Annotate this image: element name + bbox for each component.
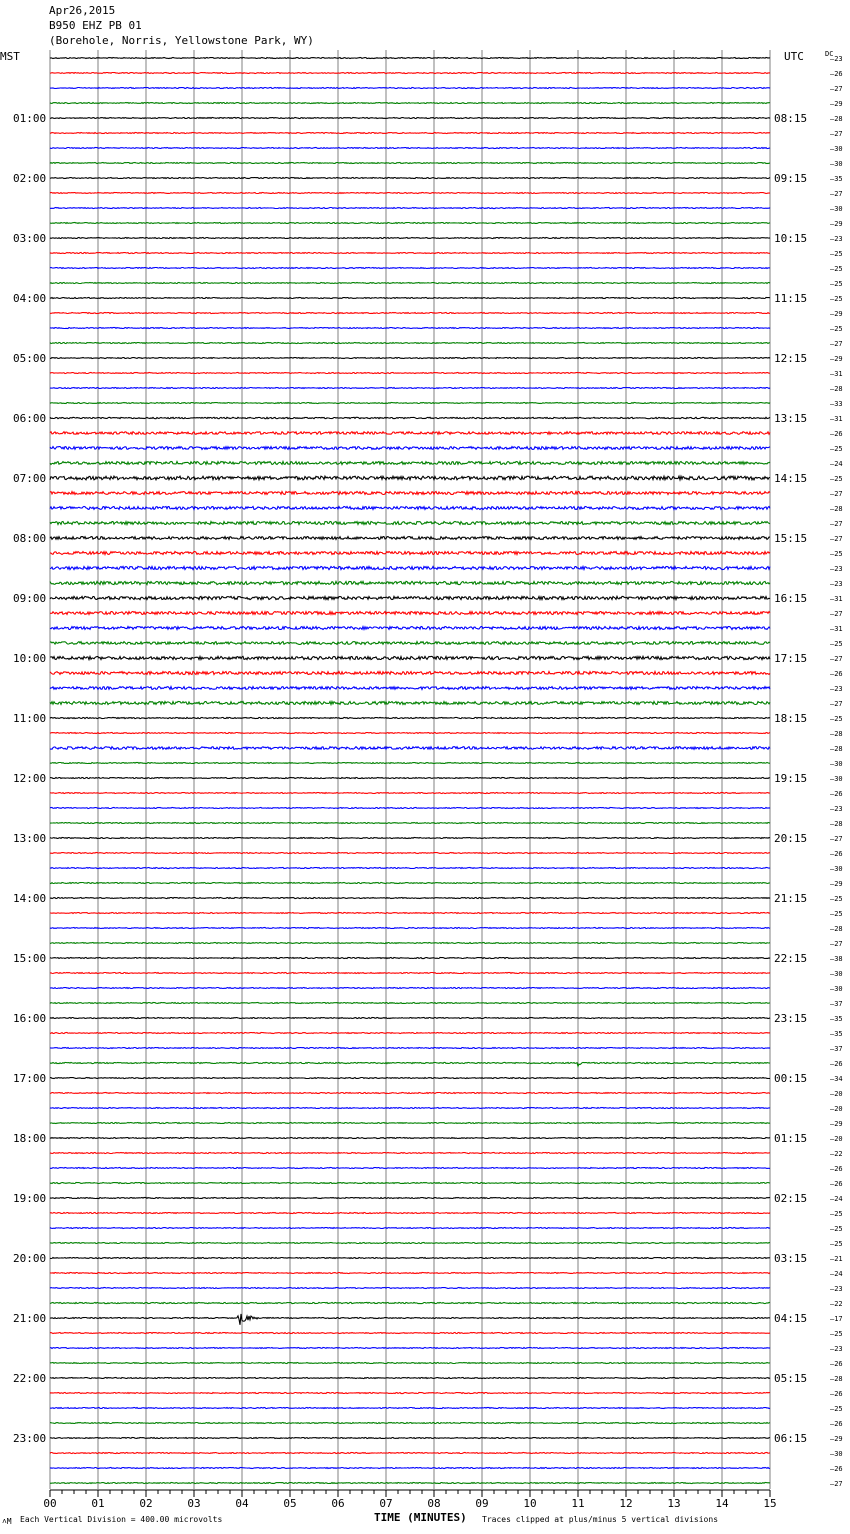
hour-label-right: 14:15 xyxy=(774,472,808,485)
hour-label-right: 15:15 xyxy=(774,532,808,545)
hour-label-left: 23:00 xyxy=(13,1432,47,1445)
trace-line xyxy=(50,1243,770,1244)
dc-offset-label: –27 xyxy=(830,190,843,198)
dc-offset-label: –29 xyxy=(830,310,843,318)
dc-offset-label: –29 xyxy=(830,880,843,888)
dc-offset-label: –26 xyxy=(830,1360,843,1368)
hour-label-left: 17:00 xyxy=(13,1072,47,1085)
dc-offset-label: –25 xyxy=(830,295,843,303)
dc-offset-label: –24 xyxy=(830,1195,843,1203)
dc-offset-label: –26 xyxy=(830,1420,843,1428)
hour-label-left: 09:00 xyxy=(13,592,47,605)
trace-line xyxy=(50,73,770,74)
trace-line xyxy=(50,492,770,495)
hour-label-left: 02:00 xyxy=(13,172,47,185)
x-tick-label: 07 xyxy=(379,1497,393,1510)
trace-line xyxy=(50,1348,770,1349)
trace-line xyxy=(50,808,770,809)
trace-line xyxy=(50,838,770,839)
header-station: B950 EHZ PB 01 xyxy=(49,19,142,32)
hour-label-left: 15:00 xyxy=(13,952,47,965)
dc-offset-label: –20 xyxy=(830,1090,843,1098)
dc-offset-label: –25 xyxy=(830,910,843,918)
trace-line xyxy=(50,103,770,104)
trace-line xyxy=(50,868,770,869)
trace-line xyxy=(50,1003,770,1004)
dc-offset-label: –30 xyxy=(830,145,843,153)
dc-offset-label: –30 xyxy=(830,865,843,873)
dc-offset-label: –28 xyxy=(830,505,843,513)
trace-line xyxy=(50,268,770,269)
trace-line xyxy=(50,1302,770,1303)
dc-offset-label: –29 xyxy=(830,355,843,363)
dc-offset-label: –30 xyxy=(830,1450,843,1458)
trace-line xyxy=(50,1258,770,1259)
trace-line xyxy=(50,447,770,450)
trace-line xyxy=(50,253,770,254)
hour-label-left: 22:00 xyxy=(13,1372,47,1385)
dc-offset-label: –26 xyxy=(830,1465,843,1473)
hour-label-left: 03:00 xyxy=(13,232,47,245)
trace-line xyxy=(50,898,770,899)
hour-label-right: 12:15 xyxy=(774,352,808,365)
axis-labels xyxy=(13,55,843,1510)
hour-label-right: 16:15 xyxy=(774,592,808,605)
trace-line xyxy=(50,1288,770,1289)
dc-offset-label: –28 xyxy=(830,820,843,828)
trace-line xyxy=(50,1378,770,1379)
trace-line xyxy=(50,1153,770,1154)
dc-offset-label: –35 xyxy=(830,175,843,183)
trace-line xyxy=(50,1093,770,1094)
dc-offset-label: –26 xyxy=(830,790,843,798)
dc-offset-label: –29 xyxy=(830,1120,843,1128)
dc-offset-label: –20 xyxy=(830,1105,843,1113)
dc-offset-label: –27 xyxy=(830,835,843,843)
trace-line xyxy=(50,88,770,89)
x-tick-label: 12 xyxy=(619,1497,633,1510)
dc-offset-label: –23 xyxy=(830,1285,843,1293)
trace-line xyxy=(50,1108,770,1109)
dc-offset-label: –28 xyxy=(830,115,843,123)
trace-line xyxy=(50,596,770,599)
x-tick-label: 06 xyxy=(331,1497,345,1510)
dc-offset-label: –24 xyxy=(830,1270,843,1278)
dc-offset-label: –25 xyxy=(830,1405,843,1413)
trace-line xyxy=(50,928,770,929)
dc-offset-label: –35 xyxy=(830,1015,843,1023)
dc-offset-label: –30 xyxy=(830,775,843,783)
left-axis-label: MST xyxy=(0,50,20,63)
hour-label-left: 13:00 xyxy=(13,832,47,845)
dc-offset-label: –31 xyxy=(830,625,843,633)
dc-offset-label: –27 xyxy=(830,655,843,663)
trace-line xyxy=(50,566,770,569)
x-tick-label: 10 xyxy=(523,1497,537,1510)
dc-offset-label: –29 xyxy=(830,1435,843,1443)
trace-line xyxy=(50,1018,770,1019)
trace-line xyxy=(50,1138,770,1139)
hour-label-left: 10:00 xyxy=(13,652,47,665)
dc-offset-label: –31 xyxy=(830,595,843,603)
dc-offset-label: –27 xyxy=(830,85,843,93)
header-date: Apr26,2015 xyxy=(49,4,116,17)
dc-offset-label: –26 xyxy=(830,430,843,438)
trace-line xyxy=(50,1168,770,1169)
dc-offset-label: –26 xyxy=(830,1180,843,1188)
dc-offset-label: –27 xyxy=(830,340,843,348)
dc-offset-label: –27 xyxy=(830,490,843,498)
dc-offset-label: –28 xyxy=(830,745,843,753)
trace-line xyxy=(50,717,770,718)
hour-label-left: 21:00 xyxy=(13,1312,47,1325)
trace-line xyxy=(50,417,770,418)
dc-offset-label: –25 xyxy=(830,1330,843,1338)
hour-label-right: 17:15 xyxy=(774,652,808,665)
dc-offset-label: –26 xyxy=(830,1165,843,1173)
hour-label-left: 06:00 xyxy=(13,412,47,425)
trace-line xyxy=(50,1062,770,1066)
hour-label-left: 14:00 xyxy=(13,892,47,905)
trace-line xyxy=(50,118,770,119)
dc-offset-label: –30 xyxy=(830,985,843,993)
hour-label-right: 20:15 xyxy=(774,832,808,845)
trace-line xyxy=(50,373,770,374)
trace-line xyxy=(50,702,770,705)
dc-offset-label: –25 xyxy=(830,715,843,723)
dc-offset-label: –21 xyxy=(830,1255,843,1263)
dc-offset-label: –30 xyxy=(830,205,843,213)
dc-offset-label: –30 xyxy=(830,160,843,168)
dc-offset-label: –26 xyxy=(830,850,843,858)
trace-group xyxy=(50,58,770,1484)
x-tick-label: 15 xyxy=(763,1497,777,1510)
dc-offset-label: –31 xyxy=(830,370,843,378)
trace-line xyxy=(50,1213,770,1214)
dc-offset-label: –17 xyxy=(830,1315,843,1323)
trace-line xyxy=(50,238,770,239)
dc-offset-label: –25 xyxy=(830,1225,843,1233)
trace-line xyxy=(50,148,770,149)
dc-offset-label: –26 xyxy=(830,670,843,678)
dc-offset-label: –29 xyxy=(830,100,843,108)
trace-line xyxy=(50,733,770,734)
hour-label-left: 11:00 xyxy=(13,712,47,725)
trace-line xyxy=(50,388,770,389)
trace-line xyxy=(50,642,770,645)
right-axis-label: UTC xyxy=(784,50,804,63)
dc-offset-label: –25 xyxy=(830,640,843,648)
dc-offset-label: –27 xyxy=(830,520,843,528)
trace-line xyxy=(50,747,770,750)
hour-label-right: 19:15 xyxy=(774,772,808,785)
trace-line xyxy=(50,1123,770,1124)
dc-offset-label: –27 xyxy=(830,1480,843,1488)
corner-mark: ˄M xyxy=(2,1517,12,1526)
dc-offset-label: –23 xyxy=(830,565,843,573)
trace-line xyxy=(50,1198,770,1199)
trace-line xyxy=(50,476,770,480)
trace-line xyxy=(50,687,770,690)
hour-label-left: 05:00 xyxy=(13,352,47,365)
dc-label: DC xyxy=(825,50,834,58)
dc-offset-label: –38 xyxy=(830,955,843,963)
dc-offset-label: –22 xyxy=(830,1150,843,1158)
trace-line xyxy=(50,853,770,854)
dc-offset-label: –29 xyxy=(830,220,843,228)
hour-label-left: 16:00 xyxy=(13,1012,47,1025)
trace-line xyxy=(50,133,770,134)
clip-note: Traces clipped at plus/minus 5 vertical divisions xyxy=(482,1515,719,1524)
dc-offset-label: –28 xyxy=(830,385,843,393)
dc-offset-label: –28 xyxy=(830,1375,843,1383)
hour-label-right: 04:15 xyxy=(774,1312,808,1325)
dc-offset-label: –25 xyxy=(830,550,843,558)
trace-line xyxy=(50,778,770,779)
dc-offset-label: –28 xyxy=(830,925,843,933)
trace-line xyxy=(50,958,770,959)
trace-line xyxy=(50,462,770,465)
hour-label-right: 13:15 xyxy=(774,412,808,425)
dc-offset-label: –23 xyxy=(830,805,843,813)
hour-label-right: 22:15 xyxy=(774,952,808,965)
hour-label-left: 07:00 xyxy=(13,472,47,485)
hour-label-left: 04:00 xyxy=(13,292,47,305)
header-location: (Borehole, Norris, Yellowstone Park, WY) xyxy=(49,34,314,47)
hour-label-right: 08:15 xyxy=(774,112,808,125)
trace-line xyxy=(50,1228,770,1229)
x-tick-label: 11 xyxy=(571,1497,585,1510)
hour-label-right: 03:15 xyxy=(774,1252,808,1265)
trace-line xyxy=(50,223,770,224)
dc-offset-label: –23 xyxy=(830,235,843,243)
hour-label-right: 01:15 xyxy=(774,1132,808,1145)
dc-offset-label: –25 xyxy=(830,895,843,903)
trace-line xyxy=(50,612,770,615)
hour-label-left: 08:00 xyxy=(13,532,47,545)
trace-line xyxy=(50,1048,770,1049)
dc-offset-label: –22 xyxy=(830,1300,843,1308)
trace-line xyxy=(50,343,770,344)
trace-line xyxy=(50,1033,770,1034)
hour-label-right: 09:15 xyxy=(774,172,808,185)
trace-line xyxy=(50,1423,770,1424)
trace-line xyxy=(50,627,770,630)
trace-line xyxy=(50,581,770,584)
dc-offset-label: –25 xyxy=(830,445,843,453)
x-tick-label: 02 xyxy=(139,1497,153,1510)
trace-line xyxy=(50,193,770,194)
dc-offset-label: –25 xyxy=(830,250,843,258)
dc-offset-label: –26 xyxy=(830,1060,843,1068)
dc-offset-label: –23 xyxy=(830,55,843,63)
dc-offset-label: –27 xyxy=(830,610,843,618)
trace-line xyxy=(50,1483,770,1484)
trace-line xyxy=(50,432,770,435)
dc-offset-label: –20 xyxy=(830,1135,843,1143)
trace-line xyxy=(50,208,770,209)
dc-offset-label: –27 xyxy=(830,535,843,543)
hour-label-right: 21:15 xyxy=(774,892,808,905)
trace-line xyxy=(50,1453,770,1454)
hour-label-left: 20:00 xyxy=(13,1252,47,1265)
trace-line xyxy=(50,823,770,824)
trace-line xyxy=(50,522,770,525)
trace-line xyxy=(50,163,770,164)
trace-line xyxy=(50,1408,770,1409)
scale-note: Each Vertical Division = 400.00 microvolts xyxy=(20,1515,223,1524)
x-tick-label: 04 xyxy=(235,1497,249,1510)
trace-line xyxy=(50,943,770,944)
x-tick-label: 09 xyxy=(475,1497,489,1510)
hour-label-right: 02:15 xyxy=(774,1192,808,1205)
trace-line xyxy=(50,358,770,359)
trace-line xyxy=(50,973,770,974)
dc-offset-label: –28 xyxy=(830,730,843,738)
dc-offset-label: –25 xyxy=(830,325,843,333)
dc-offset-label: –27 xyxy=(830,130,843,138)
hour-label-right: 23:15 xyxy=(774,1012,808,1025)
trace-line xyxy=(50,1183,770,1184)
trace-line xyxy=(50,537,770,540)
trace-line xyxy=(50,1333,770,1334)
x-tick-label: 03 xyxy=(187,1497,201,1510)
hour-label-right: 10:15 xyxy=(774,232,808,245)
hour-label-right: 05:15 xyxy=(774,1372,808,1385)
x-tick-label: 01 xyxy=(91,1497,105,1510)
trace-line xyxy=(50,178,770,179)
trace-line xyxy=(50,1078,770,1079)
trace-line xyxy=(50,1314,770,1325)
trace-line xyxy=(50,298,770,299)
dc-offset-label: –24 xyxy=(830,460,843,468)
trace-line xyxy=(50,1273,770,1274)
dc-offset-label: –30 xyxy=(830,970,843,978)
dc-offset-label: –37 xyxy=(830,1000,843,1008)
trace-line xyxy=(50,1468,770,1469)
trace-line xyxy=(50,313,770,314)
dc-offset-label: –25 xyxy=(830,1240,843,1248)
dc-offset-label: –26 xyxy=(830,1390,843,1398)
dc-offset-label: –30 xyxy=(830,760,843,768)
trace-line xyxy=(50,403,770,404)
dc-offset-label: –37 xyxy=(830,1045,843,1053)
trace-line xyxy=(50,507,770,510)
trace-line xyxy=(50,883,770,884)
hour-label-left: 12:00 xyxy=(13,772,47,785)
hour-label-right: 00:15 xyxy=(774,1072,808,1085)
dc-offset-label: –25 xyxy=(830,1210,843,1218)
dc-offset-label: –25 xyxy=(830,265,843,273)
trace-line xyxy=(50,58,770,59)
dc-offset-label: –23 xyxy=(830,685,843,693)
dc-offset-label: –35 xyxy=(830,1030,843,1038)
trace-line xyxy=(50,552,770,555)
trace-line xyxy=(50,672,770,675)
x-tick-label: 05 xyxy=(283,1497,297,1510)
trace-line xyxy=(50,1363,770,1364)
x-tick-label: 00 xyxy=(43,1497,57,1510)
dc-offset-label: –23 xyxy=(830,1345,843,1353)
x-tick-label: 14 xyxy=(715,1497,729,1510)
hour-label-left: 18:00 xyxy=(13,1132,47,1145)
dc-offset-label: –34 xyxy=(830,1075,843,1083)
hour-label-right: 11:15 xyxy=(774,292,808,305)
trace-line xyxy=(50,988,770,989)
dc-offset-label: –25 xyxy=(830,475,843,483)
trace-line xyxy=(50,328,770,329)
dc-offset-label: –33 xyxy=(830,400,843,408)
x-tick-label: 13 xyxy=(667,1497,681,1510)
trace-line xyxy=(50,1438,770,1439)
x-tick-label: 08 xyxy=(427,1497,441,1510)
x-axis-title: TIME (MINUTES) xyxy=(374,1511,467,1524)
dc-offset-label: –25 xyxy=(830,280,843,288)
dc-offset-label: –31 xyxy=(830,415,843,423)
dc-offset-label: –23 xyxy=(830,580,843,588)
trace-line xyxy=(50,793,770,794)
trace-line xyxy=(50,283,770,284)
hour-label-left: 01:00 xyxy=(13,112,47,125)
trace-line xyxy=(50,763,770,764)
trace-line xyxy=(50,656,770,659)
trace-line xyxy=(50,1393,770,1394)
dc-offset-label: –27 xyxy=(830,700,843,708)
dc-offset-label: –27 xyxy=(830,940,843,948)
hour-label-right: 06:15 xyxy=(774,1432,808,1445)
hour-label-left: 19:00 xyxy=(13,1192,47,1205)
dc-offset-label: –26 xyxy=(830,70,843,78)
trace-line xyxy=(50,913,770,914)
hour-label-right: 18:15 xyxy=(774,712,808,725)
